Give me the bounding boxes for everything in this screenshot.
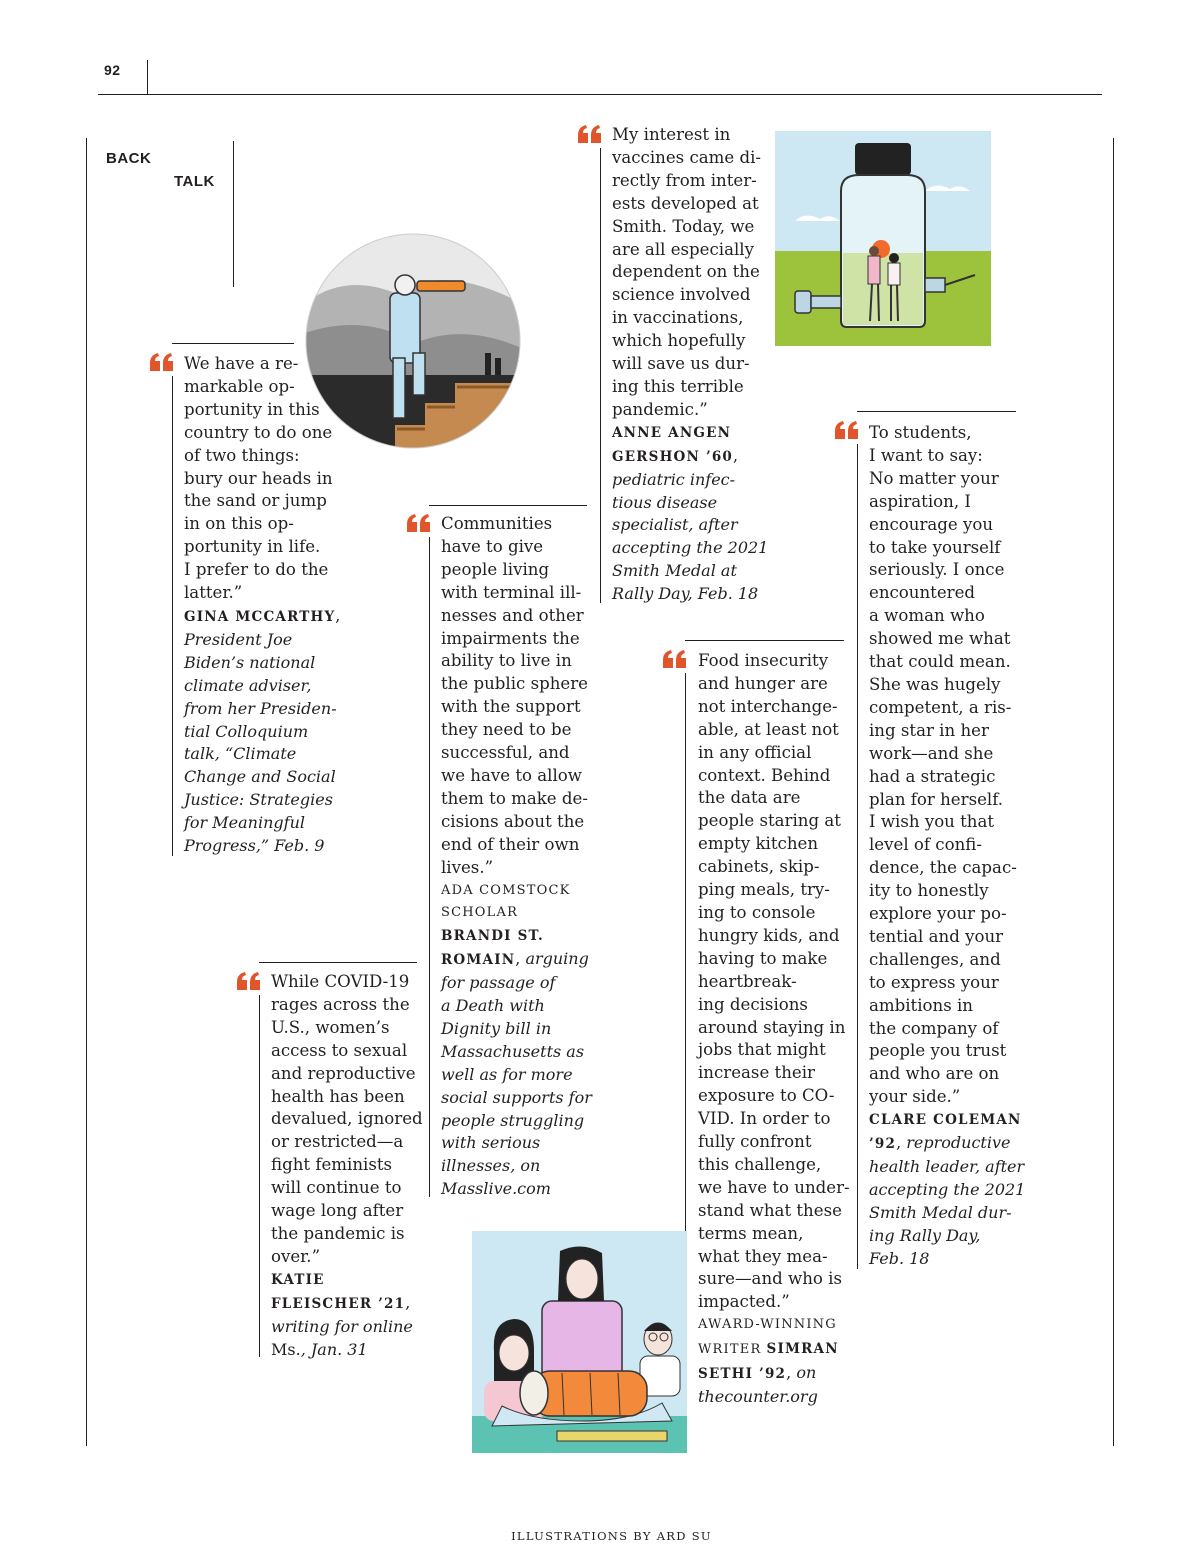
speaker-description: health leader, after accepting the 2021 Smith Medal dur- ing Rally Day, Feb. 18: [869, 1157, 1026, 1268]
speaker-name: GINA MCCARTHY: [184, 608, 336, 625]
quote-attribution: CLARE COLEMAN ’92, reproductive health leader, after accepting the 2021 Smith Medal dur- ing Rally Day, Feb. 18: [869, 1109, 1034, 1270]
quote-attribution: ANNE ANGEN GERSHON ’60, pediatric infec- tious disease specialist, after accepting the 2021 Smith Medal at Rally Day, Feb. 18: [612, 422, 772, 606]
speaker-name-line2: ’92: [869, 1136, 897, 1153]
speaker-name-line2: SETHI ’92: [698, 1366, 787, 1383]
quote-side-rule: [259, 995, 260, 1357]
speaker-title-line2: WRITER: [698, 1342, 762, 1358]
quote-side-rule: [172, 376, 173, 856]
quote-rule: [259, 962, 417, 963]
quote-st-romain: [441, 513, 601, 1201]
quote-mccarthy: [184, 353, 344, 858]
quote-rule: [685, 640, 844, 641]
quote-text: My interest in vaccines came di- rectly from inter- ests developed at Smith. Today, we are all especially dependent on the science involved in vaccinations, which hopefully will save us dur- ing this terrible pandemic.”: [612, 125, 762, 419]
quote-gershon: [612, 124, 772, 606]
speaker-name-line2: FLEISCHER ’21: [271, 1295, 406, 1312]
speaker-description: thecounter.org: [698, 1387, 818, 1406]
quote-attribution: GINA MCCARTHY, President Joe Biden’s national climate adviser, from her Presiden- tial Colloquium talk, “Climate Change and Social Justice: Strategies for Meaningful Progress,” Feb. 9: [184, 605, 344, 858]
speaker-description: pediatric infec- tious disease specialist, after accepting the 2021 Smith Medal at Rally Day, Feb. 18: [612, 469, 769, 604]
speaker-name-line2: GERSHON ’60: [612, 448, 734, 465]
page-number: 92: [104, 62, 121, 78]
section-label-divider: [233, 141, 234, 287]
quote-side-rule: [600, 148, 601, 603]
speaker-description: for passage of a Death with Dignity bill in Massachusetts as well as for more social supports for people struggling with serious illnesses, on Masslive.com: [441, 973, 592, 1199]
illustration-credit: ILLUSTRATIONS BY ARD SU: [511, 1529, 712, 1543]
quote-side-rule: [429, 537, 430, 1197]
speaker-name-line2: ROMAIN: [441, 952, 516, 969]
speaker-description: writing for online: [271, 1316, 413, 1336]
section-label-back: BACK: [106, 150, 152, 167]
quote-rule: [172, 343, 294, 344]
section-label-talk: TALK: [174, 173, 215, 190]
speaker-description-date: , Jan. 31: [300, 1339, 368, 1359]
speaker-title-line1: ADA COMSTOCK: [441, 882, 571, 898]
header-rule: [98, 94, 1102, 95]
speaker-description: President Joe Biden’s national climate adviser, from her Presiden- tial Colloquium talk, “Climate Change and Social Justice: Strategies for Meaningful Progress,” Feb. 9: [184, 629, 337, 856]
quote-mark-icon: [578, 125, 602, 147]
speaker-name-line1: KATIE: [271, 1271, 325, 1288]
speaker-name-line1: CLARE COLEMAN: [869, 1112, 1022, 1129]
quote-text: To students, I want to say: No matter your aspiration, I encourage you to take yourself seriously. I once encountered a woman who showed me what that could mean. She was hugely competent, a ris- ing star in her work—and she had a strategic plan for herself. I wish you that level of confi- dence, the capac- ity to honestly explore your po- tential and your challenges, and to express your ambitions in the company of people you trust and who are on your side.”: [869, 423, 1017, 1107]
quote-attribution: KATIE FLEISCHER ’21, writing for online Ms., Jan. 31: [271, 1269, 431, 1362]
speaker-name-line1: ANNE ANGEN: [612, 424, 732, 441]
quote-text: Communities have to give people living with terminal ill- nesses and other impairments the ability to live in the public sphere with the support they need to be successful, and we have to allow them to make de- cisions about the end of their own lives.”: [441, 514, 588, 877]
quote-attribution: ADA COMSTOCK SCHOLAR BRANDI ST. ROMAIN, arguing for passage of a Death with Dignity bill in Massachusetts as well as for more social supports for people struggling with serious illnesses, on Masslive.com: [441, 880, 601, 1202]
quote-side-rule: [857, 444, 858, 1269]
illustration-bread: [472, 1231, 687, 1453]
quote-mark-icon: [835, 421, 859, 443]
quote-rule: [857, 411, 1016, 412]
illustration-vaccine-bottle: [775, 131, 991, 346]
quote-fleischer: [271, 971, 431, 1361]
quote-text: While COVID-19 rages across the U.S., women’s access to sexual and reproductive health has been devalued, ignored or restricted—a fight feminists will continue to wage long after the pandemic is over.”: [271, 972, 423, 1266]
speaker-name-line1: BRANDI ST.: [441, 928, 544, 945]
quote-rule: [429, 505, 587, 506]
header-divider: [147, 60, 148, 95]
quote-text: We have a re- markable op- portunity in this country to do one of two things: bury our heads in the sand or jump in on this op- portunity in life. I prefer to do the latter.”: [184, 354, 333, 603]
speaker-name-line1: SIMRAN: [766, 1341, 839, 1358]
quote-sethi: [698, 650, 858, 1409]
quote-mark-icon: [663, 650, 687, 672]
quote-mark-icon: [237, 972, 261, 994]
quote-text: Food insecurity and hunger are not interchange- able, at least not in any official context. Behind the data are people staring at empty kitchen cabinets, skip- ping meals, try- ing to console hungry kids, and having to make heartbreak- ing decisions around staying in jobs that might increase their exposure to CO- VID. In order to fully confront this challenge, we have to under- stand what these terms mean, what they mea- sure—and who is impacted.”: [698, 651, 850, 1312]
left-margin-rule: [86, 138, 87, 1446]
quote-mark-icon: [407, 514, 431, 536]
right-margin-rule: [1113, 138, 1114, 1446]
speaker-title-line1: AWARD-WINNING: [698, 1317, 837, 1333]
quote-coleman: [869, 422, 1034, 1271]
publication-name: Ms.: [271, 1339, 301, 1359]
quote-attribution: AWARD-WINNING WRITER SIMRAN SETHI ’92, on thecounter.org: [698, 1314, 858, 1409]
quote-mark-icon: [150, 353, 174, 375]
speaker-title-line2: SCHOLAR: [441, 905, 519, 921]
